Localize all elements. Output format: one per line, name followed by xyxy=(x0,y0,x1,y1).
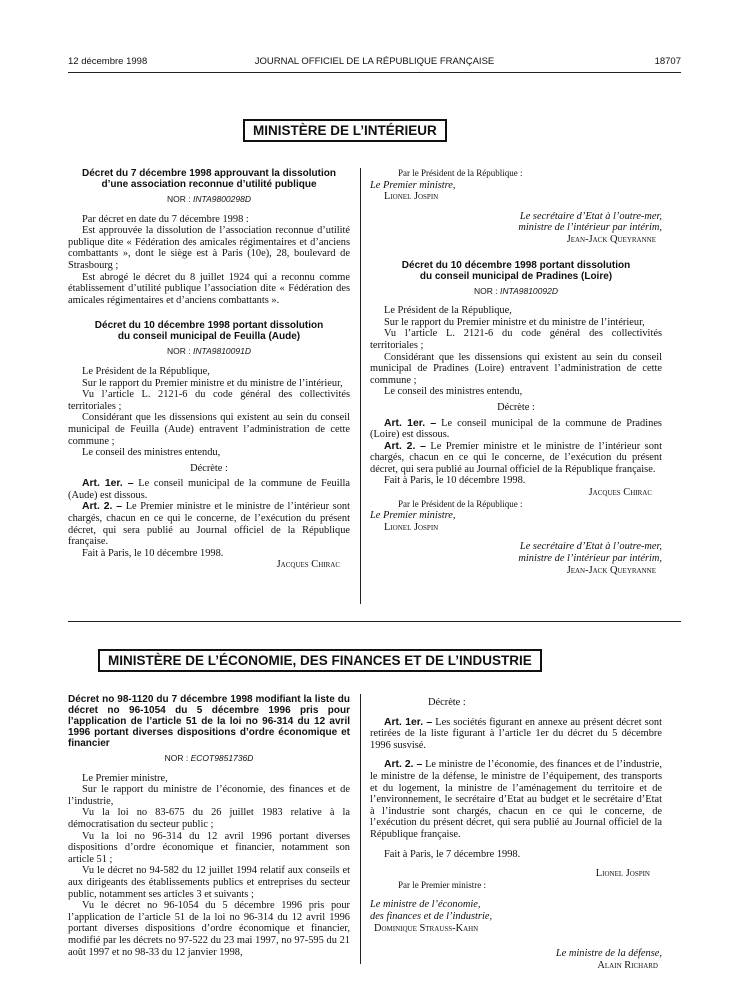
decrete-heading: Décrète : xyxy=(497,401,535,413)
paragraph: Vu la loi no 96-314 du 12 avril 1996 portant diverses dispositions d’ordre économique et financier, notamment son article 51 ; xyxy=(68,830,350,865)
decree3-nor: NOR : INTA9810092D xyxy=(474,285,558,296)
secretary-title-1: Le secrétaire d’Etat à l’outre-mer, xyxy=(519,541,662,553)
column-divider xyxy=(360,694,361,964)
journal-title: JOURNAL OFFICIEL DE LA RÉPUBLIQUE FRANÇAISE xyxy=(254,56,495,67)
paragraph: Le Premier ministre, xyxy=(82,772,168,784)
signatory: Jacques Chirac xyxy=(588,487,652,499)
paragraph: Vu le décret no 96-1054 du 5 décembre 1996 pris pour l’application de l’article 51 de la loi no 96-314 du 12 avril 1996 portant diverses dispositions d’ordre économique et financier, modifié par les décrets no 97-522 du 23 mai 1997, no 97-595 du 21 août 1997 et no 98-33 du 12 janvier 1998, xyxy=(68,900,350,958)
decree4-nor: NOR : ECOT9851736D xyxy=(164,753,254,763)
paragraph: Le conseil des ministres entendu, xyxy=(82,447,221,459)
decrete-heading: Décrète : xyxy=(190,462,228,474)
section-separator xyxy=(68,621,681,622)
econ-minister-title-2: des finances et de l’industrie, xyxy=(370,910,493,922)
secretary-name: Jean-Jack Queyranne xyxy=(566,564,656,576)
econ-minister-title-1: Le ministre de l’économie, xyxy=(370,899,481,911)
paragraph: Vu l’article L. 2121-6 du code général des collectivités territoriales ; xyxy=(370,328,662,351)
section2-right-column xyxy=(370,697,662,971)
article-2: Art. 2. – Le Premier ministre et le ministre de l’intérieur sont chargés, chacun en ce qui le concerne, de l’exécution du présent décret, qui sera publié au Journal officiel de la République française. xyxy=(68,501,350,548)
decree1-title: Décret du 7 décembre 1998 approuvant la dissolution d’une association reconnue d’utilité publique xyxy=(82,168,336,190)
paragraph: Le Président de la République, xyxy=(82,365,210,377)
paragraph: Sur le rapport du Premier ministre et du ministre de l’intérieur, xyxy=(82,377,343,389)
paragraph: Vu le décret no 94-582 du 12 juillet 1994 relatif aux conseils et aux dirigeants des établissements publics et entreprises du secteur public, notamment ses articles 3 et suivants ; xyxy=(68,865,350,900)
secretary-name: Jean-Jack Queyranne xyxy=(566,233,656,245)
article-2: Art. 2. – Le Premier ministre et le ministre de l’intérieur sont chargés, chacun en ce qui le concerne, de l’exécution du présent décret, qui sera publié au Journal officiel de la République française. xyxy=(370,440,662,475)
secretary-title-1: Le secrétaire d’Etat à l’outre-mer, xyxy=(519,210,662,222)
section2-left-column xyxy=(68,694,350,958)
article-1: Art. 1er. – Le conseil municipal de la commune de Feuilla (Aude) est dissous. xyxy=(68,478,350,501)
defense-minister-title: Le ministre de la défense, xyxy=(555,948,662,960)
fait-a-paris: Fait à Paris, le 7 décembre 1998. xyxy=(384,848,521,860)
paragraph: Sur le rapport du ministre de l’économie, des finances et de l’industrie, xyxy=(68,784,350,807)
decrete-heading: Décrète : xyxy=(428,697,466,708)
paragraph: Le conseil des ministres entendu, xyxy=(384,386,523,398)
decree2-nor: NOR : INTA9810091D xyxy=(167,346,251,357)
defense-minister-name: Alain Richard xyxy=(597,959,658,971)
pm-name: Lionel Jospin xyxy=(384,191,439,203)
page-header xyxy=(68,56,681,70)
header-rule xyxy=(68,72,681,73)
column-divider xyxy=(360,168,361,604)
par-le-president: Par le Président de la République : xyxy=(398,168,523,178)
par-le-president: Par le Président de la République : xyxy=(398,498,523,509)
paragraph: Est approuvée la dissolution de l’association reconnue d’utilité publique dite « Fédération des amicales régimentaires et d’anciens combattants », dont le siège est à Paris (10e), 28, boulevard de Strasbourg ; xyxy=(68,225,350,271)
page-number: 18707 xyxy=(654,56,681,67)
article-1: Art. 1er. – Les sociétés figurant en annexe au présent décret sont retirées de la liste figurant à l’article 1er du décret du 5 décembre 1996 susvisé. xyxy=(370,716,662,751)
article-2: Art. 2. – Le ministre de l’économie, des finances et de l’industrie, le ministre de la défense, le ministre de l’équipement, des transports et du logement, la ministre de l’aménagement du territoire et de l’environnement, le secrétaire d’Etat au budget et le secrétaire d’Etat à l’industrie sont chargés, chacun en ce qui le concerne, de l’exécution du présent décret, qui sera publié au Journal officiel de la République française. xyxy=(370,759,662,840)
signatory: Lionel Jospin xyxy=(595,868,650,880)
paragraph: Considérant que les dissensions qui existent au sein du conseil municipal de Pradines (Loire) entravent l’administration de cette commune ; xyxy=(370,351,662,386)
fait-a-paris: Fait à Paris, le 10 décembre 1998. xyxy=(82,547,224,559)
paragraph: Par décret en date du 7 décembre 1998 : xyxy=(82,213,249,225)
decree3-title: Décret du 10 décembre 1998 portant dissolution du conseil municipal de Pradines (Loire) xyxy=(401,259,631,282)
header-date: 12 décembre 1998 xyxy=(68,56,148,67)
paragraph: Vu l’article L. 2121-6 du code général des collectivités territoriales ; xyxy=(68,389,350,412)
pm-title: Le Premier ministre, xyxy=(370,179,456,191)
article-1: Art. 1er. – Le conseil municipal de la commune de Pradines (Loire) est dissous. xyxy=(370,417,662,441)
section1-right-column xyxy=(370,168,662,576)
section-title-interieur: MINISTÈRE DE L’INTÉRIEUR xyxy=(243,119,447,142)
paragraph: Vu la loi no 83-675 du 26 juillet 1983 relative à la démocratisation du secteur public ; xyxy=(68,807,350,830)
pm-title: Le Premier ministre, xyxy=(370,510,456,522)
secretary-title-2: ministre de l’intérieur par intérim, xyxy=(518,553,662,565)
econ-minister-name: Dominique Strauss-Kahn xyxy=(374,922,479,934)
pm-name: Lionel Jospin xyxy=(384,521,439,533)
decree4-title: Décret no 98-1120 du 7 décembre 1998 modifiant la liste du décret no 96-1054 du 5 décembre 1996 pris pour l’application de l’article 51 de la loi no 96-314 du 12 avril 1996 portant diverses dispositions d’ordre économique et financier xyxy=(68,694,350,749)
secretary-title-2: ministre de l’intérieur par intérim, xyxy=(518,222,662,234)
section-title-economie: MINISTÈRE DE L’ÉCONOMIE, DES FINANCES ET DE L’INDUSTRIE xyxy=(98,649,542,672)
fait-a-paris: Fait à Paris, le 10 décembre 1998. xyxy=(384,475,526,487)
paragraph: Est abrogé le décret du 8 juillet 1924 qui a reconnu comme établissement d’utilité publique l’association dite « Fédération des amicales régimentaires et d’anciens combattants ». xyxy=(68,271,350,306)
par-le-premier-ministre: Par le Premier ministre : xyxy=(398,879,486,890)
decree1-nor: NOR : INTA9800298D xyxy=(167,194,251,204)
paragraph: Sur le rapport du Premier ministre et du ministre de l’intérieur, xyxy=(384,316,645,328)
paragraph: Le Président de la République, xyxy=(384,305,512,317)
signatory: Jacques Chirac xyxy=(276,559,340,571)
section1-left-column xyxy=(68,168,350,571)
paragraph: Considérant que les dissensions qui existent au sein du conseil municipal de Feuilla (Aude) entravent l’administration de cette commune ; xyxy=(68,412,350,447)
decree2-title: Décret du 10 décembre 1998 portant dissolution du conseil municipal de Feuilla (Aude) xyxy=(94,320,324,343)
